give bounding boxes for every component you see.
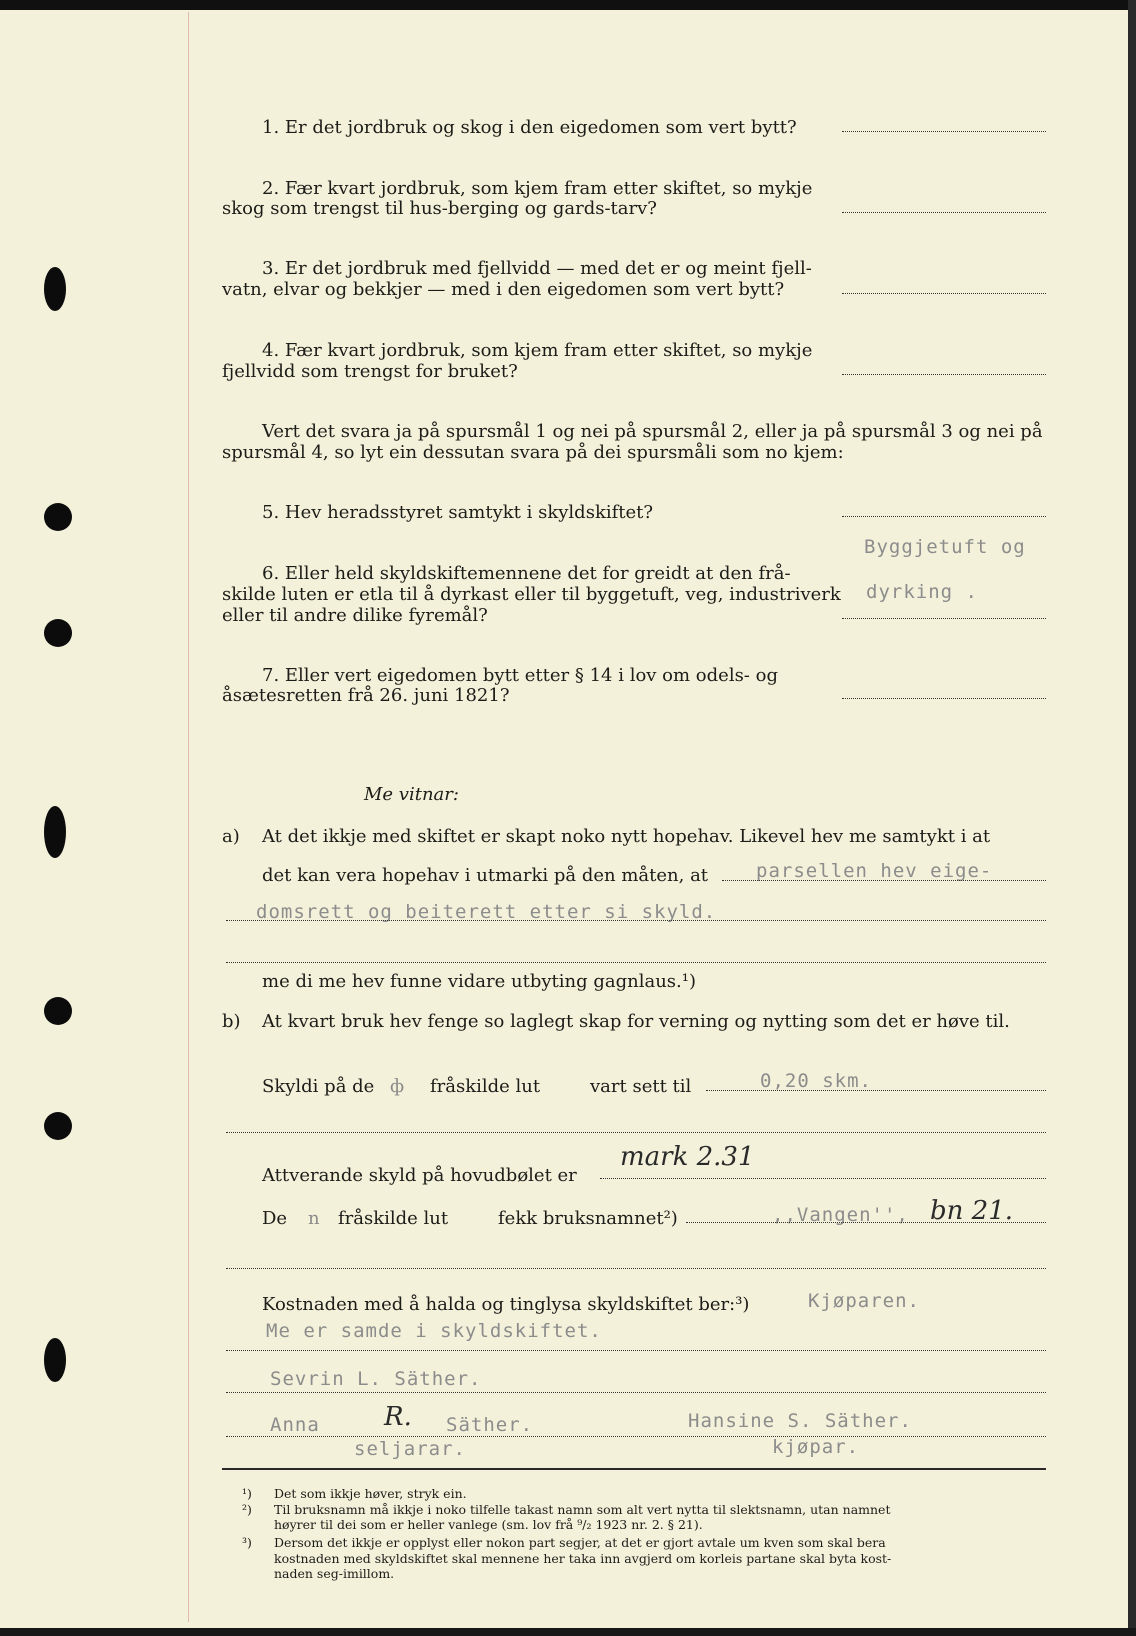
- signature-buyer: Hansine S. Säther.: [688, 1410, 912, 1432]
- conditional-intro-line-2: spursmål 4, so lyt ein dessutan svara på dei spursmåli som no kjem:: [222, 442, 844, 463]
- question-6-line-1: 6. Eller held skyldskiftemennene det for greidt at den frå‑: [262, 563, 791, 584]
- witness-a-line-2: det kan vera hopehav i utmarki på den måten, at: [262, 865, 709, 886]
- margin-rule: [188, 12, 189, 1622]
- signature-seller-1: Sevrin L. Säther.: [270, 1368, 482, 1390]
- remaining-value: mark 2.31: [620, 1142, 755, 1172]
- remaining-fill-line: [600, 1178, 1046, 1179]
- scan-right-edge: [1128, 0, 1136, 1636]
- name-value: ,,Vangen'',: [772, 1204, 909, 1226]
- footnote-2-line-2: høyrer til dei som er heller vanlege (sm. lov frå ⁹/₂ 1923 nr. 2. § 21).: [274, 1517, 703, 1532]
- signature-seller-2-initial: R.: [384, 1402, 412, 1432]
- name-label: fekk bruksnamnet²): [498, 1208, 678, 1229]
- remaining-label: Attverande skyld på hovudbølet er: [262, 1165, 577, 1186]
- question-5: 5. Hev heradsstyret samtykt i skyldskiftet?: [262, 502, 654, 523]
- witness-heading: Me vitnar:: [364, 784, 459, 805]
- name-handwritten: bn 21.: [930, 1196, 1014, 1226]
- witness-a-label: a): [222, 826, 240, 847]
- question-4-line-1: 4. Fær kvart jordbruk, som kjem fram etter skiftet, so mykje: [262, 340, 813, 361]
- footnote-separator: [222, 1468, 1046, 1470]
- skyld-fill-line-2: [226, 1132, 1046, 1133]
- name-fill-line-2: [226, 1268, 1046, 1269]
- scan-bottom-edge: [0, 1628, 1136, 1636]
- answer-line-4: [842, 374, 1046, 375]
- witness-b-label: b): [222, 1011, 241, 1032]
- scan-top-edge: [0, 0, 1136, 10]
- skyld-fill-line: [706, 1090, 1046, 1091]
- punch-hole: [44, 267, 66, 311]
- witness-a-typed-2: domsrett og beiterett etter si skyld.: [256, 901, 717, 923]
- answer-line-5: [842, 516, 1046, 517]
- role-sellers: seljarar.: [354, 1438, 466, 1460]
- question-7-line-2: åsætesretten frå 26. juni 1821?: [222, 685, 510, 706]
- signature-line-1: [226, 1392, 1046, 1393]
- agreement-line: [226, 1350, 1046, 1351]
- footnote-2-mark: ²): [242, 1502, 252, 1517]
- signature-line-2: [226, 1436, 1046, 1437]
- footnote-3-line-1: Dersom det ikkje er opplyst eller nokon part segjer, at det er gjort avtale um kven som skal bera: [274, 1535, 886, 1550]
- witness-a-line-1: At det ikkje med skiftet er skapt noko nytt hopehav. Likevel hev me samtykt i at: [262, 826, 991, 847]
- answer-line-6: [842, 618, 1046, 619]
- footnote-3-line-2: kostnaden med skyldskiftet skal mennene her taka inn avgjerd om korleis partane skal byta kost‑: [274, 1551, 892, 1566]
- footnote-3-mark: ³): [242, 1535, 252, 1550]
- signature-seller-2-first: Anna: [270, 1414, 320, 1436]
- skyld-value: 0,20 skm.: [760, 1070, 872, 1092]
- role-buyer: kjøpar.: [772, 1436, 860, 1458]
- answer-line-1: [842, 131, 1046, 132]
- name-mark: n: [308, 1208, 320, 1229]
- footnote-1-mark: ¹): [242, 1486, 252, 1501]
- answer-line-2: [842, 212, 1046, 213]
- skyld-fraskilde: fråskilde lut: [430, 1076, 541, 1097]
- witness-a-fill-line-2: [226, 920, 1046, 921]
- witness-a-line-3: me di me hev funne vidare utbyting gagnlaus.¹): [262, 971, 696, 992]
- footnote-3-line-3: naden seg‑imillom.: [274, 1566, 395, 1581]
- witness-a-typed-1: parsellen hev eige-: [756, 860, 993, 882]
- witness-a-fill-line-3: [226, 962, 1046, 963]
- question-3-line-2: vatn, elvar og bekkjer — med i den eigedomen som vert bytt?: [222, 279, 785, 300]
- name-fraskilde: fråskilde lut: [338, 1208, 449, 1229]
- punch-hole: [44, 619, 72, 647]
- question-2-line-1: 2. Fær kvart jordbruk, som kjem fram etter skiftet, so mykje: [262, 178, 813, 199]
- punch-hole: [44, 503, 72, 531]
- skyld-mark: ф: [390, 1076, 405, 1097]
- witness-b-line: At kvart bruk hev fenge so laglegt skap for verning og nytting som det er høve til.: [262, 1011, 1010, 1032]
- answer-6-typed-2: dyrking .: [866, 581, 978, 603]
- witness-a-fill-line-1: [722, 880, 1046, 881]
- question-6-line-3: eller til andre dilike fyremål?: [222, 605, 488, 626]
- cost-label: Kostnaden med å halda og tinglysa skyldskiftet ber:³): [262, 1294, 750, 1315]
- question-2-line-2: skog som trengst til hus‑berging og gards‑tarv?: [222, 198, 657, 219]
- question-3-line-1: 3. Er det jordbruk med fjellvidd — med det er og meint fjell‑: [262, 258, 812, 279]
- cost-value: Kjøparen.: [808, 1290, 920, 1312]
- answer-line-7: [842, 698, 1046, 699]
- punch-hole: [44, 1112, 72, 1140]
- answer-6-typed-1: Byggjetuft og: [864, 536, 1026, 558]
- skyld-label: Skyldi på de: [262, 1076, 375, 1097]
- footnote-1: Det som ikkje høver, stryk ein.: [274, 1486, 467, 1501]
- answer-line-3: [842, 293, 1046, 294]
- agreement-statement: Me er samde i skyldskiftet.: [266, 1320, 602, 1342]
- signature-seller-2-last: Säther.: [446, 1414, 534, 1436]
- question-4-line-2: fjellvidd som trengst for bruket?: [222, 361, 518, 382]
- question-1: 1. Er det jordbruk og skog i den eigedomen som vert bytt?: [262, 117, 797, 138]
- skyld-set: vart sett til: [590, 1076, 692, 1097]
- question-6-line-2: skilde luten er etla til å dyrkast eller til byggetuft, veg, industriverk: [222, 584, 841, 605]
- question-7-line-1: 7. Eller vert eigedomen bytt etter § 14 i lov om odels‑ og: [262, 665, 778, 686]
- punch-hole: [44, 1338, 66, 1382]
- punch-hole: [44, 806, 66, 858]
- footnote-2-line-1: Til bruksnamn må ikkje i noko tilfelle takast namn som alt vert nytta til slektsnamn, utan namnet: [274, 1502, 891, 1517]
- name-de: De: [262, 1208, 288, 1229]
- punch-hole: [44, 997, 72, 1025]
- conditional-intro-line-1: Vert det svara ja på spursmål 1 og nei på spursmål 2, eller ja på spursmål 3 og nei på: [262, 421, 1043, 442]
- name-fill-line: [686, 1222, 1046, 1223]
